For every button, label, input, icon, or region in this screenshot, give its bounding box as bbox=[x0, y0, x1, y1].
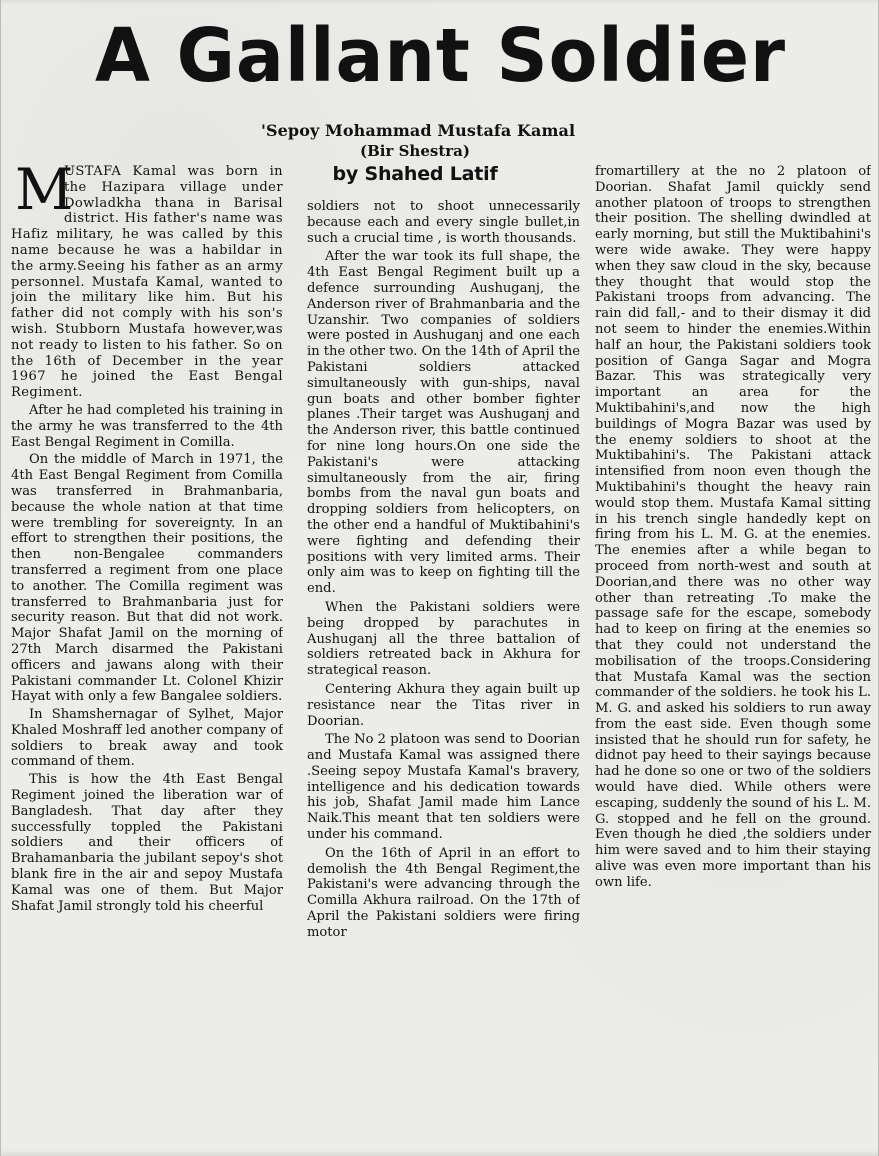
paragraph: On the middle of March in 1971, the 4th East Bengal Regiment from Comilla was transferred in Brahmanbaria, because the whole nation at that time were trembling for sovereignty. In an effort to strengthen their positions, the then non-Bengalee commanders transferred a regiment from one place to another. The Comilla regiment was transferred to Brahmanbaria just for security reason. But that did not work. Major Shafat Jamil on the morning of 27th March disarmed the Pakistani officers and jawans along with their Pakistani commander Lt. Colonel Khizir Hayat with only a few Bangalee soldiers. bbox=[11, 452, 283, 705]
headline: A Gallant Soldier bbox=[95, 13, 786, 99]
paragraph: This is how the 4th East Bengal Regiment joined the liberation war of Bangladesh. That day after they successfully toppled the Pakistani soldiers and their officers of Brahamanbaria the jubilant sepoy's shot blank fire in the air and sepoy Mustafa Kamal was one of them. But Major Shafat Jamil strongly told his cheerful bbox=[11, 772, 283, 914]
paragraph: fromartillery at the no 2 platoon of Doorian. Shafat Jamil quickly send another platoon of troops to strengthen their position. The shelling dwindled at early morning, but still the Muktibahini's were wide awake. They were happy when they saw cloud in the sky, because they thought that would stop the Pakistani troops from advancing. The rain did fall,- and to their dismay it did not seem to hinder the enemies.Within half an hour, the Pakistani soldiers took position of Ganga Sagar and Mogra Bazar. This was strategically very important an area for the Muktibahini's,and now the high buildings of Mogra Bazar was used by the enemy soldiers to shoot at the Muktibahini's. The Pakistani attack intensified from noon even though the Muktibahini's thought the heavy rain would stop them. Mustafa Kamal sitting in his trench single handedly kept on firing from his L. M. G. at the enemies. The enemies after a while began to proceed from north-west and south at Doorian,and there was no other way other than retreating .To make the passage safe for the escape, somebody had to keep on firing at the enemies so that they could not understand the mobilisation of the troops.Considering that Mustafa Kamal was the section commander of the soldiers. he took his L. M. G. and asked his soldiers to run away from the east side. Even though some insisted that he should run for safety, he didnot pay heed to their sayings because had he done so one or two of the soldiers would have died. While others were escaping, suddenly the sound of his L. M. G. stopped and he fell on the ground. Even though he died ,the soldiers under him were saved and to him their staying alive was even more important than his own life. bbox=[595, 164, 871, 890]
author-byline: by Shahed Latif bbox=[332, 163, 498, 185]
bottom-edge-shadow bbox=[1, 1150, 878, 1156]
article-column-3 bbox=[595, 164, 871, 1149]
paragraph: USTAFA Kamal was born in the Hazipara village under Dowladkha thana in Barisal district. His father's name was Hafiz military, he was called by this name because he was a habildar in the army.Seeing his father as an army personnel. Mustafa Kamal, wanted to join the military like him. But his father did not comply with his son's wish. Stubborn Mustafa however,was not ready to listen to his father. So on the 16th of December in the year 1967 he joined the East Bengal Regiment. bbox=[11, 164, 283, 401]
paragraph: After he had completed his training in the army he was transferred to the 4th East Bengal Regiment in Comilla. bbox=[11, 402, 283, 450]
article-column-2 bbox=[307, 199, 580, 1149]
byline-block bbox=[256, 122, 574, 185]
top-edge-shadow bbox=[1, 0, 878, 4]
drop-cap: M bbox=[15, 164, 74, 223]
subtitle: 'Sepoy Mohammad Mustafa Kamal bbox=[261, 121, 576, 140]
award-title: (Bir Shestra) bbox=[360, 142, 470, 160]
paragraph: On the 16th of April in an effort to demolish the 4th Bengal Regiment,the Pakistani's were advancing through the Comilla Akhura railroad. On the 17th of April the Pakistani soldiers were firing motor bbox=[307, 845, 580, 940]
paragraph: When the Pakistani soldiers were being dropped by parachutes in Aushuganj all the three battalion of soldiers retreated back in Akhura for strategical reason. bbox=[307, 599, 580, 679]
paragraph: The No 2 platoon was send to Doorian and Mustafa Kamal was assigned there .Seeing sepoy Mustafa Kamal's bravery, intelligence and his dedication towards his job, Shafat Jamil made him Lance Naik.This meant that ten soldiers were under his command. bbox=[307, 732, 580, 843]
paragraph: Centering Akhura they again built up resistance near the Titas river in Doorian. bbox=[307, 681, 580, 729]
paragraph: After the war took its full shape, the 4th East Bengal Regiment built up a defence surrounding Aushuganj, the Anderson river of Brahmanbaria and the Uzanshir. Two companies of soldiers were posted in Aushuganj and one each in the other two. On the 14th of April the Pakistani soldiers attacked simultaneously with gun-ships, naval gun boats and other bomber fighter planes .Their target was Aushuganj and the Anderson river, this battle continued for nine long hours.On one side the Pakistani's were attacking simultaneously from the air, firing bombs from the naval gun boats and dropping soldiers from helicopters, on the other end a handful of Muktibahini's were fighting and defending their positions with very limited arms. Their only aim was to keep on fighting till the end. bbox=[307, 249, 580, 597]
paragraph: In Shamshernagar of Sylhet, Major Khaled Moshraff led another company of soldiers to break away and took command of them. bbox=[11, 707, 283, 770]
article-column-1 bbox=[11, 164, 283, 1149]
paragraph: soldiers not to shoot unnecessarily because each and every single bullet,in such a crucial time , is worth thousands. bbox=[307, 199, 580, 246]
